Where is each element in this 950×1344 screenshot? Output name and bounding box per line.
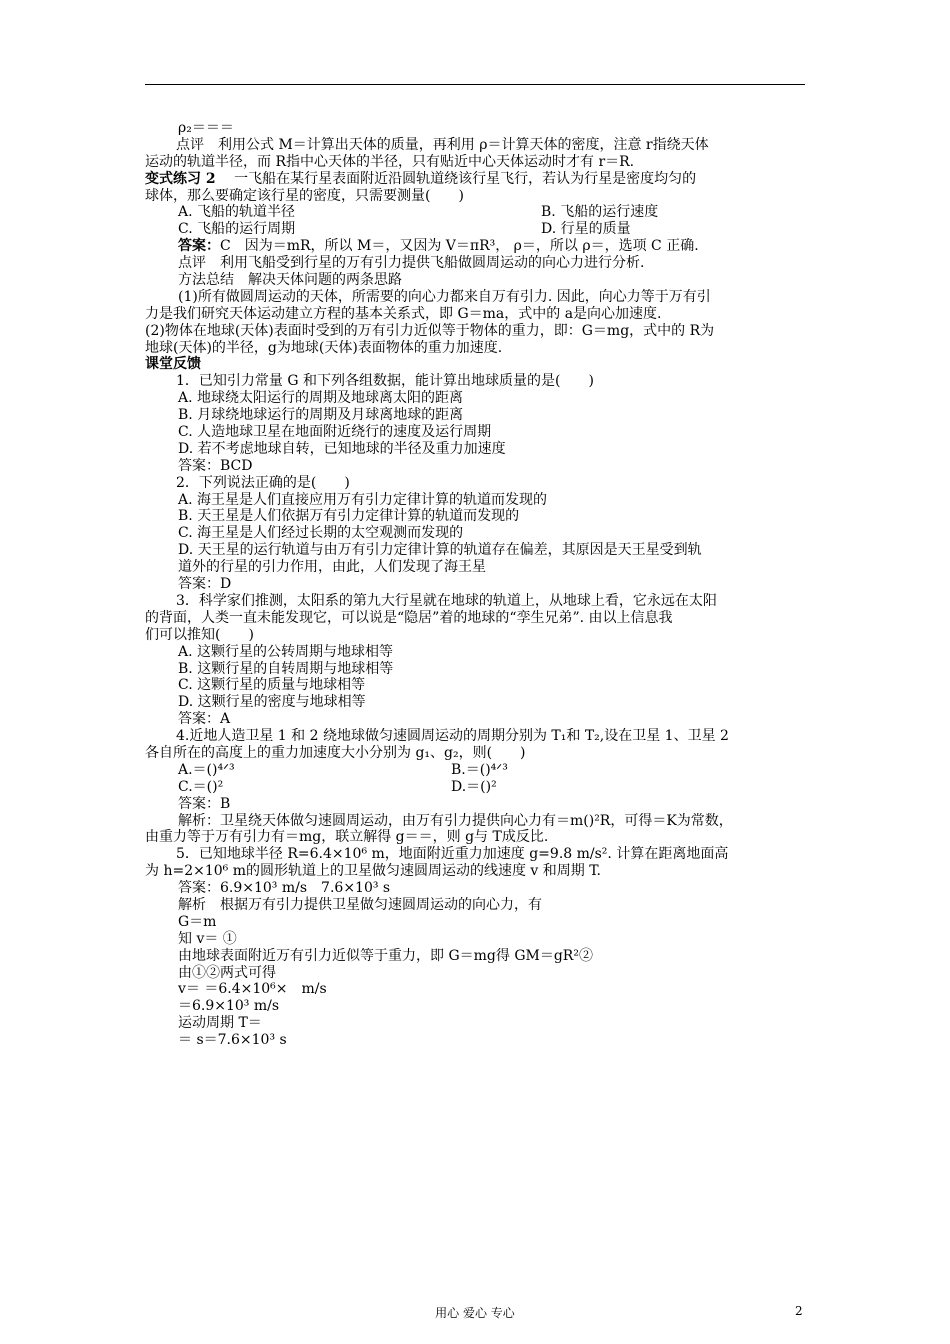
header-rule [145,84,805,85]
text-line: A. 海王星是人们直接应用万有引力定律计算的轨道而发现的 [178,491,548,508]
text-line: 由①②两式可得 [178,964,276,981]
text-line: (1)所有做圆周运动的天体，所需要的向心力都来自万有引力. 因此，向心力等于万有引 [178,288,711,305]
text-line: A. 这颗行星的公转周期与地球相等 [178,643,394,660]
option-right: D.＝()² [451,778,497,795]
option-row [145,779,810,796]
text-line: D. 这颗行星的密度与地球相等 [178,694,366,711]
option-left: A. 飞船的轨道半径 [178,204,296,221]
bold-label: 课堂反馈 [145,356,201,373]
text-line: 5．已知地球半径 R=6.4×10⁶ m，地面附近重力加速度 g=9.8 m/s². 计算在距离地面高 [176,846,729,863]
text-line: 由地球表面附近万有引力近似等于重力，即 G＝mg得 GM＝gR²② [178,947,593,964]
text-line: 力是我们研究天体运动建立方程的基本关系式，即 G＝ma，式中的 a是向心加速度. [145,305,662,322]
text-line [145,356,810,373]
option-row [145,221,810,238]
text-line: ＝6.9×10³ m/s [178,998,280,1015]
option-right: D. 行星的质量 [541,221,631,238]
line-text: C 因为＝mR，所以 M＝，又因为 V＝πR³， ρ＝，所以 ρ＝，选项 C 正确. [220,238,699,255]
footer-slogan: 用心 爱心 专心 [435,1306,515,1320]
page-number: 2 [795,1304,803,1318]
text-line: ρ₂＝＝＝ [178,120,234,136]
text-line: 各自所在的高度上的重力加速度大小分别为 g₁、g₂，则( ) [145,744,526,761]
text-line: 们可以推知( ) [145,626,254,643]
text-line: 答案：B [178,795,231,812]
text-line: G＝m [178,913,217,930]
option-left: C.＝()² [178,778,224,795]
text-line: 知 v＝ ① [178,930,237,947]
text-line: 运动周期 T＝ [178,1015,262,1032]
text-line: 答案：6.9×10³ m/s 7.6×10³ s [178,880,391,897]
text-line: v＝ ＝6.4×10⁶× m/s [178,981,327,998]
option-right: B. 飞船的运行速度 [541,204,659,221]
text-line: C. 人造地球卫星在地面附近绕行的速度及运行周期 [178,424,492,441]
text-line: 答案：BCD [178,457,253,474]
text-line: 运动的轨道半径，而 R指中心天体的半径，只有贴近中心天体运动时才有 r＝R. [145,153,635,170]
text-line: C. 这颗行星的质量与地球相等 [178,677,366,694]
text-line: 4.近地人造卫星 1 和 2 绕地球做匀速圆周运动的周期分别为 T₁和 T₂,设在卫星 1、卫星 2 [176,728,729,745]
bold-label: 答案： [178,238,220,255]
option-right: B.＝()⁴ᐟ³ [451,761,508,778]
option-left: A.＝()⁴ᐟ³ [178,761,235,778]
option-row [145,204,810,221]
text-line: 解析 根据万有引力提供卫星做匀速圆周运动的向心力，有 [178,896,542,913]
text-line: D. 若不考虑地球自转，已知地球的半径及重力加速度 [178,440,506,457]
text-line: 的背面，人类一直未能发现它，可以说是“隐居”着的地球的“孪生兄弟”. 由以上信息我 [145,609,673,626]
text-line: 为 h=2×10⁶ m的圆形轨道上的卫星做匀速圆周运动的线速度 v 和周期 T. [145,863,601,880]
text-line: B. 天王星是人们依据万有引力定律计算的轨道而发现的 [178,508,520,525]
text-line: 由重力等于万有引力有＝mg，联立解得 g＝＝，则 g与 T成反比. [145,829,549,846]
text-line [145,171,810,188]
text-line: B. 这颗行星的自转周期与地球相等 [178,660,394,677]
text-line: 3．科学家们推测，太阳系的第九大行星就在地球的轨道上，从地球上看，它永远在太阳 [176,592,717,609]
text-line: C. 海王星是人们经过长期的太空观测而发现的 [178,525,464,542]
text-line: 2．下列说法正确的是( ) [176,474,350,491]
text-line: 点评 利用飞船受到行星的万有引力提供飞船做圆周运动的向心力进行分析. [178,255,645,272]
line-text: 一飞船在某行星表面附近沿圆轨道绕该行星飞行，若认为行星是密度均匀的 [215,170,697,187]
option-row [145,762,810,779]
text-line: 道外的行星的引力作用，由此，人们发现了海王星 [178,559,486,576]
text-line: 地球(天体)的半径，g为地球(天体)表面物体的重力加速度. [145,339,503,356]
text-line: 答案：A [178,711,231,728]
text-line: 点评 利用公式 M＝计算出天体的质量，再利用 ρ＝计算天体的密度，注意 r指绕天体 [176,136,709,153]
option-left: C. 飞船的运行周期 [178,221,296,238]
text-line: D. 天王星的运行轨道与由万有引力定律计算的轨道存在偏差，其原因是天王星受到轨 [178,542,702,559]
text-line: (2)物体在地球(天体)表面时受到的万有引力近似等于物体的重力，即：G＝mg，式中的 R为 [145,322,715,339]
text-line: 答案：D [178,576,232,593]
text-line: 1．已知引力常量 G 和下列各组数据，能计算出地球质量的是( ) [176,373,594,390]
text-line: B. 月球绕地球运行的周期及月球离地球的距离 [178,407,464,424]
document-body [145,120,810,1049]
text-line: 球体，那么要确定该行星的密度，只需要测量( ) [145,187,464,204]
bold-label: 变式练习 2 [145,170,216,187]
text-line: 方法总结 解决天体问题的两条思路 [178,272,402,289]
text-line: ＝ s＝7.6×10³ s [178,1032,287,1049]
text-line [145,238,810,255]
text-line: A. 地球绕太阳运行的周期及地球离太阳的距离 [178,390,464,407]
text-line: 解析：卫星绕天体做匀速圆周运动，由万有引力提供向心力有＝m()²R，可得＝K为常数， [178,812,733,829]
